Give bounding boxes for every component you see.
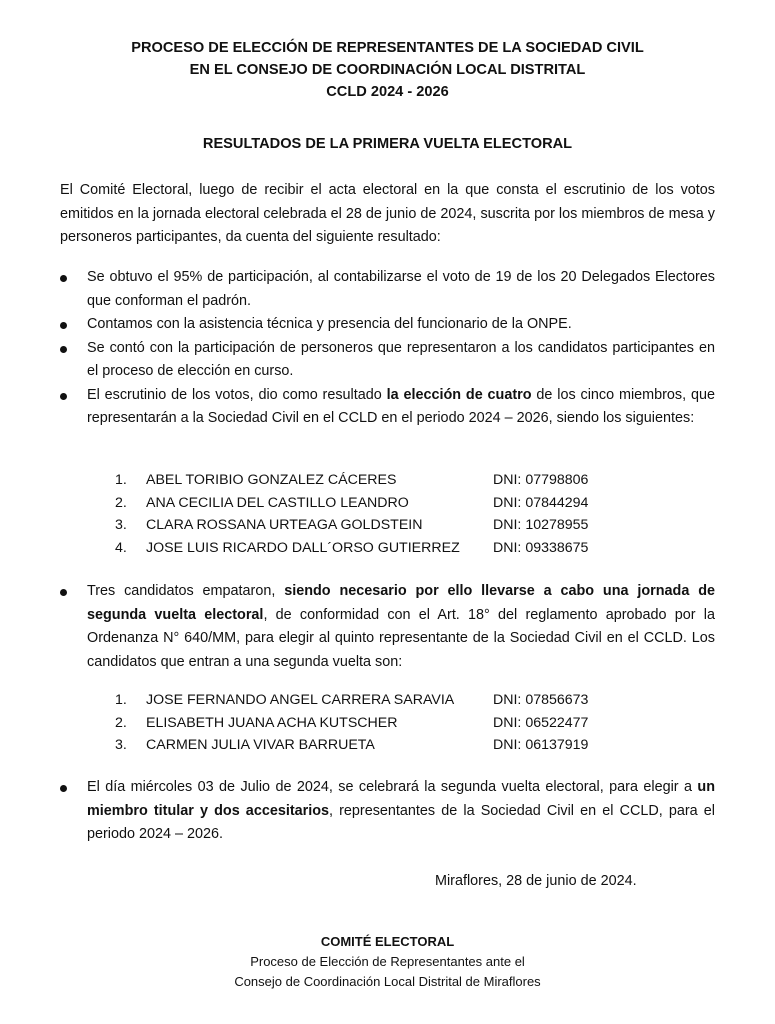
bullet-icon	[60, 589, 67, 596]
member-name: ABEL TORIBIO GONZALEZ CÁCERES	[146, 472, 397, 488]
bullet-text-post: , representantes de la Sociedad Civil en el CCLD, para el periodo 2024 – 2026.	[87, 802, 715, 842]
bullet-icon	[60, 785, 67, 792]
item-number: 1.	[115, 472, 127, 488]
list-item	[60, 384, 715, 431]
results-bullet-list	[60, 266, 715, 431]
candidate-name: ELISABETH JUANA ACHA KUTSCHER	[146, 714, 398, 731]
footer-line-1: Proceso de Elección de Representantes ante el	[250, 954, 525, 969]
bullet-text-bold: siendo necesario por ello llevarse a cabo una jornada de segunda vuelta electoral	[87, 583, 715, 623]
bullet-text-pre: Tres candidatos empataron,	[87, 583, 285, 599]
member-name: JOSE LUIS RICARDO DALL´ORSO GUTIERREZ	[146, 539, 460, 556]
list-item	[60, 313, 715, 337]
runoff-bullet-list	[60, 580, 715, 674]
bullet-text: Se obtuvo el 95% de participación, al contabilizarse el voto de 19 de los 20 Delegados Electores que conforman el padrón.	[87, 269, 715, 309]
bullet-text-bold: un miembro titular y dos accesitarios	[87, 779, 715, 819]
bullet-icon	[60, 346, 67, 353]
signature-block	[0, 932, 775, 992]
member-dni: DNI: 07798806	[493, 472, 589, 488]
candidate-dni: DNI: 07856673	[493, 692, 589, 708]
intro-paragraph: El Comité Electoral, luego de recibir el acta electoral en la que consta el escrutinio de los votos emitidos en la jornada electoral celebrada el 28 de junio de 2024, suscrita por los miembros de mesa y personeros participantes, da cuenta del siguiente resultado:	[60, 182, 715, 245]
item-number: 3.	[115, 737, 127, 753]
list-item	[60, 776, 715, 847]
document-subtitle: RESULTADOS DE LA PRIMERA VUELTA ELECTORAL	[202, 136, 573, 152]
bullet-text-pre: El día miércoles 03 de Julio de 2024, se celebrará la segunda vuelta electoral, para elegir a	[87, 779, 698, 795]
bullet-icon	[60, 322, 67, 329]
bullet-text-bold: la elección de cuatro	[386, 386, 532, 403]
footer-line-2: Consejo de Coordinación Local Distrital de Miraflores	[234, 974, 541, 989]
member-dni: DNI: 07844294	[493, 494, 589, 511]
item-number: 1.	[115, 692, 127, 708]
date-line: Miraflores, 28 de junio de 2024.	[435, 873, 637, 889]
header-line-3: CCLD 2024 - 2026	[326, 84, 449, 100]
list-item	[60, 337, 715, 384]
candidate-dni: DNI: 06137919	[493, 737, 589, 753]
bullet-text: Contamos con la asistencia técnica y presencia del funcionario de la ONPE.	[87, 316, 572, 332]
footer-title: COMITÉ ELECTORAL	[320, 934, 455, 949]
header-line-1: PROCESO DE ELECCIÓN DE REPRESENTANTES DE LA SOCIEDAD CIVIL	[131, 40, 644, 56]
bullet-text-pre: El escrutinio de los votos, dio como resultado	[87, 386, 387, 403]
list-item	[60, 580, 715, 674]
list-item	[60, 266, 715, 313]
item-number: 2.	[115, 714, 127, 731]
item-number: 2.	[115, 494, 127, 511]
document-header	[0, 37, 775, 103]
second-round-bullet-list	[60, 776, 715, 847]
member-name: CLARA ROSSANA URTEAGA GOLDSTEIN	[146, 517, 423, 533]
bullet-icon	[60, 393, 67, 400]
member-dni: DNI: 10278955	[493, 517, 589, 533]
item-number: 4.	[115, 539, 127, 556]
header-line-2: EN EL CONSEJO DE COORDINACIÓN LOCAL DISTRITAL	[189, 62, 586, 78]
candidate-dni: DNI: 06522477	[493, 714, 589, 731]
candidate-name: CARMEN JULIA VIVAR BARRUETA	[146, 737, 375, 753]
item-number: 3.	[115, 517, 127, 533]
bullet-text: Se contó con la participación de personeros que representaron a los candidatos participantes en el proceso de elección en curso.	[87, 339, 715, 379]
bullet-text-post: , de conformidad con el Art. 18° del reglamento aprobado por la Ordenanza N° 640/MM, para elegir al quinto representante de la Sociedad Civil en el CCLD. Los candidatos que entran a una segunda vuelta son:	[87, 606, 716, 670]
candidate-name: JOSE FERNANDO ANGEL CARRERA SARAVIA	[146, 692, 455, 708]
member-name: ANA CECILIA DEL CASTILLO LEANDRO	[146, 494, 409, 511]
bullet-text-post: de los cinco miembros, que representarán a la Sociedad Civil en el CCLD en el periodo 2024 – 2026, siendo los siguientes:	[87, 386, 715, 426]
member-dni: DNI: 09338675	[493, 539, 589, 556]
bullet-icon	[60, 275, 67, 282]
